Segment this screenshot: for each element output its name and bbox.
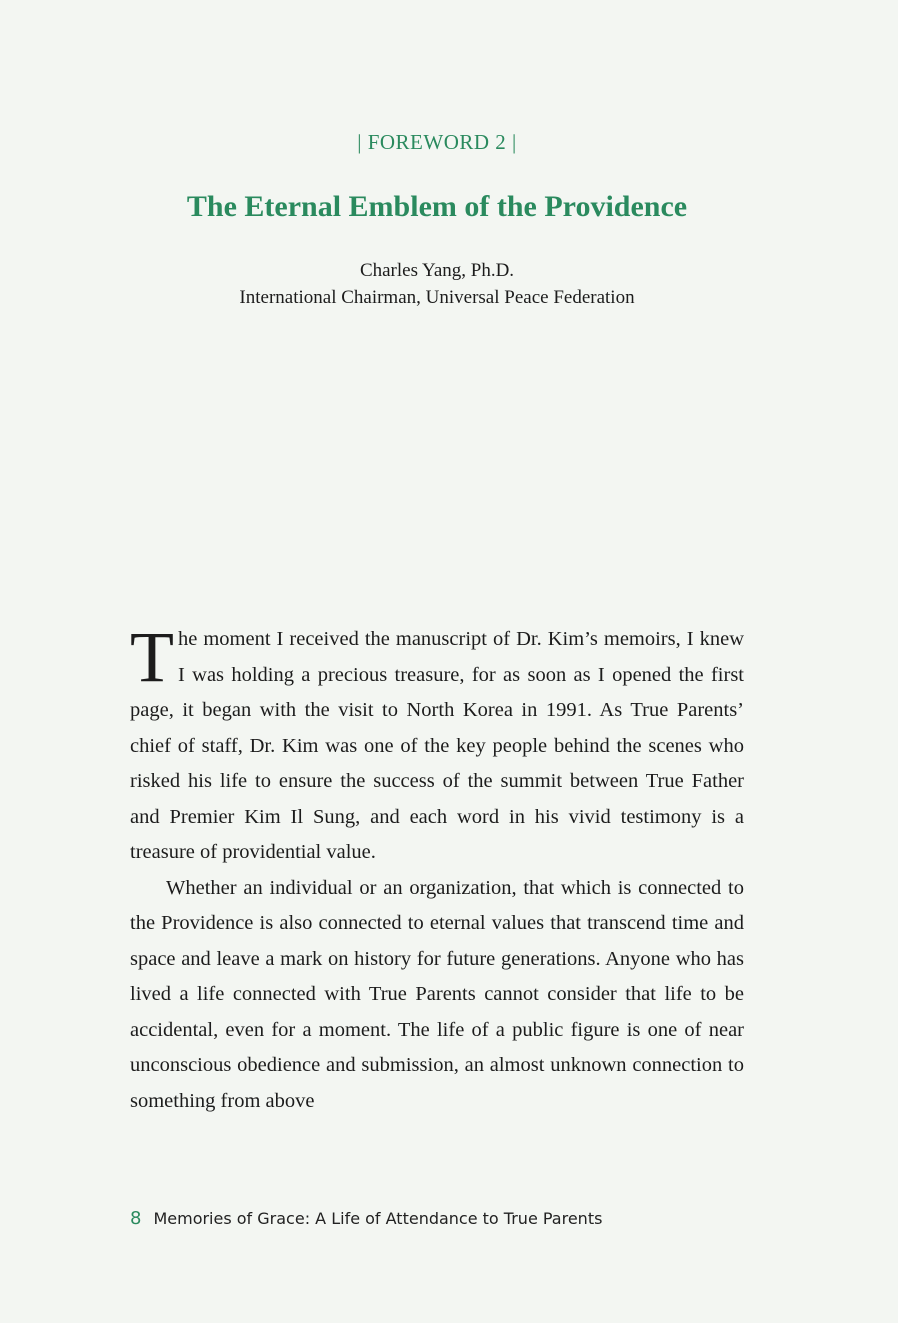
paragraph: Whether an individual or an organization, that which is connected to the Providence is also connected to eternal values that transcend time and space and leave a mark on history for future generations. Anyone who has lived a life connected with True Parents cannot consider that life to be accidental, even for a moment. The life of a public figure is one of near unconscious obedience and submission, an almost unknown connection to something from above bbox=[130, 876, 744, 1112]
author-name: Charles Yang, Ph.D. bbox=[359, 260, 515, 281]
drop-cap: T bbox=[130, 617, 174, 697]
running-title: Memories of Grace: A Life of Attendance to True Parents bbox=[153, 1209, 603, 1228]
section-label: | FOREWORD 2 | bbox=[357, 130, 517, 154]
chapter-title: The Eternal Emblem of the Providence bbox=[186, 190, 688, 223]
paragraph-text: he moment I received the manuscript of Dr. Kim’s memoirs, I knew I was holding a precious treasure, for as soon as I opened the first page, it began with the visit to North Korea in 1991. As True Parents’ chief of staff, Dr. Kim was one of the key people behind the scenes who risked his life to ensure the success of the summit between True Father and Premier Kim Il Sung, and each word in his vivid testimony is a treasure of providential value. bbox=[130, 628, 744, 863]
author-block bbox=[0, 257, 874, 311]
paragraph bbox=[130, 617, 744, 871]
author-role: International Chairman, Universal Peace Federation bbox=[239, 287, 635, 308]
body-text bbox=[130, 617, 744, 1119]
page-number: 8 bbox=[130, 1208, 142, 1229]
page-footer bbox=[130, 1208, 602, 1229]
